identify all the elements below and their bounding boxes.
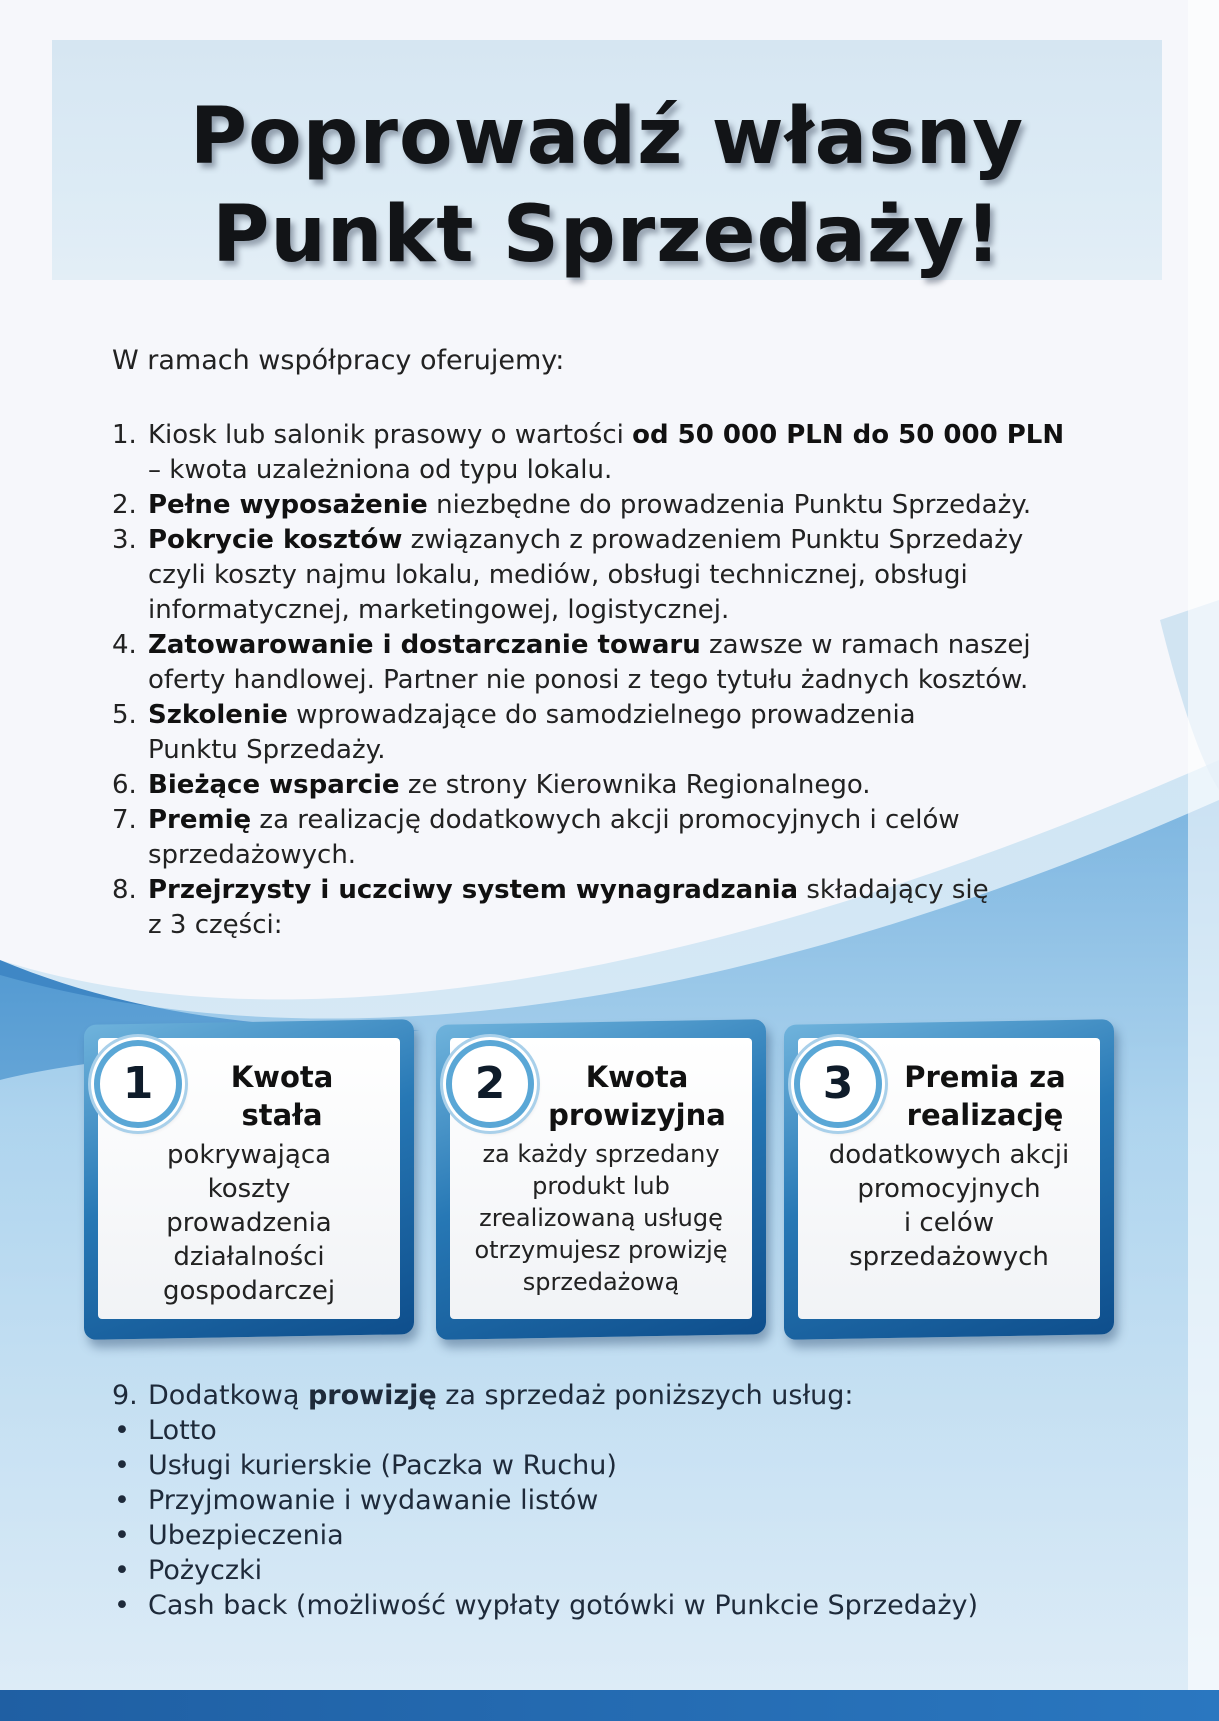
list-item xyxy=(112,1413,1112,1448)
bullet-icon: • xyxy=(114,1485,130,1516)
item-text: Lotto xyxy=(148,1415,217,1446)
extra-services-list xyxy=(112,1378,1112,1623)
list-item xyxy=(112,1448,1112,1483)
item-text: Usługi kurierskie (Paczka w Ruchu) xyxy=(148,1450,617,1481)
card-title-line: prowizyjna xyxy=(548,1098,726,1132)
card-body-line: produkt lub xyxy=(532,1172,670,1200)
item-bold: od 50 000 PLN do 50 000 PLN xyxy=(632,420,1065,450)
card-body xyxy=(456,1138,746,1298)
card-body-line: za każdy sprzedany xyxy=(482,1140,720,1168)
card-number-badge: 2 xyxy=(446,1040,534,1128)
item-text: za sprzedaż poniższych usług: xyxy=(436,1380,854,1411)
card-body-line: sprzedażowych xyxy=(849,1242,1049,1272)
card-body-line: sprzedażową xyxy=(522,1268,680,1296)
item-bold: prowizję xyxy=(307,1380,437,1411)
list-item xyxy=(112,1553,1112,1588)
bullet-icon: • xyxy=(114,1520,130,1551)
item-text: Dodatkową xyxy=(148,1380,308,1411)
card-body-line: promocyjnych xyxy=(857,1174,1041,1204)
item-bold: Szkolenie xyxy=(148,700,288,730)
list-item xyxy=(112,1588,1112,1623)
card-title-line: stała xyxy=(241,1098,323,1132)
item-number: 9. xyxy=(112,1380,138,1411)
card-body-line: prowadzenia xyxy=(166,1208,332,1238)
intro-text: W ramach współpracy oferujemy: xyxy=(112,345,565,376)
card-fixed-amount xyxy=(84,1019,414,1340)
item-number: 8. xyxy=(112,875,137,905)
item-number: 6. xyxy=(112,770,137,800)
item-text: sprzedażowych. xyxy=(148,840,357,870)
card-commission xyxy=(436,1019,766,1340)
item-text: informatycznej, marketingowej, logistycznej. xyxy=(148,595,730,625)
list-item xyxy=(112,803,1132,873)
bullet-icon: • xyxy=(114,1450,130,1481)
item-text: związanych z prowadzeniem Punktu Sprzedaży xyxy=(402,525,1024,555)
item-text: ze strony Kierownika Regionalnego. xyxy=(399,770,871,800)
list-item xyxy=(112,628,1132,698)
card-body xyxy=(804,1138,1094,1274)
item-text: niezbędne do prowadzenia Punktu Sprzedaży. xyxy=(427,490,1032,520)
card-body-line: zrealizowaną usługę xyxy=(479,1204,723,1232)
card-body-line: gospodarczej xyxy=(162,1276,336,1306)
item-text: składający się xyxy=(798,875,989,905)
card-panel xyxy=(450,1038,752,1319)
item-text: Kiosk lub salonik prasowy o wartości xyxy=(148,420,633,450)
card-body-line: działalności xyxy=(173,1242,325,1272)
item-bold: Premię xyxy=(148,805,252,835)
card-number-badge: 3 xyxy=(794,1040,882,1128)
title-line-2: Punkt Sprzedaży! xyxy=(212,190,1002,280)
list-item xyxy=(112,768,1132,803)
card-bonus xyxy=(784,1019,1114,1340)
item-text: – kwota uzależniona od typu lokalu. xyxy=(148,455,613,485)
item-bold: Przejrzysty i uczciwy system wynagradzania xyxy=(148,875,799,905)
card-title-line: Kwota xyxy=(585,1060,689,1094)
card-body-line: koszty xyxy=(207,1174,291,1204)
item-number: 3. xyxy=(112,525,137,555)
bullet-icon: • xyxy=(114,1590,130,1621)
item-number: 4. xyxy=(112,630,137,660)
list-item xyxy=(112,1518,1112,1553)
item-text: za realizację dodatkowych akcji promocyjnych i celów xyxy=(251,805,960,835)
item-text: Pożyczki xyxy=(148,1555,263,1586)
card-panel xyxy=(798,1038,1100,1319)
list-item xyxy=(112,523,1132,628)
card-title xyxy=(170,1058,394,1134)
item-text: wprowadzające do samodzielnego prowadzenia xyxy=(287,700,916,730)
offers-list xyxy=(112,418,1132,943)
card-number-badge: 1 xyxy=(94,1040,182,1128)
list-item xyxy=(112,1378,1112,1413)
item-text: Punktu Sprzedaży. xyxy=(148,735,386,765)
item-text: oferty handlowej. Partner nie ponosi z tego tytułu żadnych kosztów. xyxy=(148,665,1029,695)
card-body-line: dodatkowych akcji xyxy=(828,1140,1070,1170)
list-item xyxy=(112,873,1132,943)
title-line-1: Poprowadź własny xyxy=(189,92,1025,182)
list-item xyxy=(112,698,1132,768)
title-banner xyxy=(52,40,1162,280)
card-body-line: pokrywająca xyxy=(166,1140,332,1170)
card-title-line: Kwota xyxy=(230,1060,334,1094)
list-item xyxy=(112,1483,1112,1518)
item-text: Przyjmowanie i wydawanie listów xyxy=(148,1485,599,1516)
list-item xyxy=(112,418,1132,488)
item-bold: Pełne wyposażenie xyxy=(148,490,428,520)
card-body-line: otrzymujesz prowizję xyxy=(474,1236,728,1264)
card-title-line: realizację xyxy=(906,1098,1064,1132)
item-text: czyli koszty najmu lokalu, mediów, obsługi technicznej, obsługi xyxy=(148,560,968,590)
page-title xyxy=(52,88,1162,284)
bullet-icon: • xyxy=(114,1555,130,1586)
card-title xyxy=(528,1058,746,1134)
item-bold: Zatowarowanie i dostarczanie towaru xyxy=(148,630,701,660)
item-number: 7. xyxy=(112,805,137,835)
card-body-line: i celów xyxy=(903,1208,995,1238)
bullet-icon: • xyxy=(114,1415,130,1446)
item-text: Ubezpieczenia xyxy=(148,1520,344,1551)
item-bold: Pokrycie kosztów xyxy=(148,525,403,555)
item-text: zawsze w ramach naszej xyxy=(700,630,1031,660)
card-body xyxy=(104,1138,394,1308)
item-text: z 3 części: xyxy=(148,910,283,940)
item-text: Cash back (możliwość wypłaty gotówki w Punkcie Sprzedaży) xyxy=(148,1590,979,1621)
item-number: 5. xyxy=(112,700,137,730)
item-bold: Bieżące wsparcie xyxy=(148,770,400,800)
card-panel xyxy=(98,1038,400,1319)
item-number: 2. xyxy=(112,490,137,520)
item-number: 1. xyxy=(112,420,137,450)
list-item xyxy=(112,488,1132,523)
card-title-line: Premia za xyxy=(904,1060,1066,1094)
card-title xyxy=(876,1058,1094,1134)
